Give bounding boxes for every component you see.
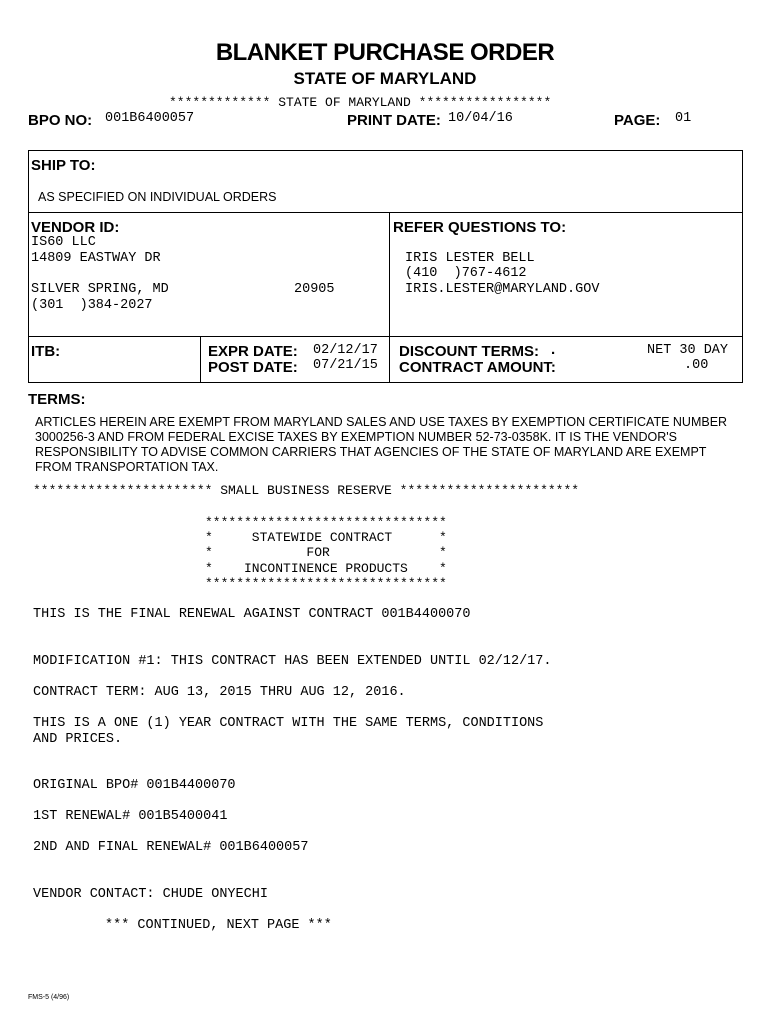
document-subtitle: STATE OF MARYLAND [293,69,477,88]
ship-to-divider [28,212,743,213]
vendor-contact: VENDOR CONTACT: CHUDE ONYECHI [33,887,268,902]
vendor-refer-divider [389,212,390,383]
page-label: PAGE: [614,112,661,129]
final-renewal-note: THIS IS THE FINAL RENEWAL AGAINST CONTRACT 001B4400070 [33,607,471,622]
discount-terms-dot: . [551,341,556,358]
statewide-box-line3: * INCONTINENCE PRODUCTS * [205,561,447,576]
discount-terms-label: DISCOUNT TERMS: [399,343,539,360]
vendor-divider [28,336,743,337]
vendor-city-state: SILVER SPRING, MD [31,282,169,297]
final-renewal-number: 2ND AND FINAL RENEWAL# 001B6400057 [33,840,309,855]
form-box [28,150,743,383]
page-value: 01 [675,111,692,126]
terms-text: ARTICLES HEREIN ARE EXEMPT FROM MARYLAND SALES AND USE TAXES BY EXEMPTION CERTIFICATE NUMBER 3000256-3 AND FROM FEDERAL EXCISE TAXES BY EXEMPTION NUMBER 52-73-0358K. IT IS THE VENDOR'S RESPONSIBILITY TO ADVISE COMMON CARRIERS THAT AGENCIES OF THE STATE OF MARYLAND ARE EXEMPT FROM TRANSPORTATION TAX. [35,415,728,474]
refer-name: IRIS LESTER BELL [405,251,535,266]
state-banner: ************* STATE OF MARYLAND ***************** [169,95,552,110]
print-date-value: 10/04/16 [448,111,513,126]
vendor-id-label: VENDOR ID: [31,219,120,236]
one-year-note-line1: THIS IS A ONE (1) YEAR CONTRACT WITH THE SAME TERMS, CONDITIONS [33,716,544,731]
one-year-note-line2: AND PRICES. [33,732,123,747]
original-bpo-number: ORIGINAL BPO# 001B4400070 [33,778,236,793]
ship-to-label: SHIP TO: [31,157,96,174]
discount-terms-value: NET 30 DAY [647,343,729,358]
print-date-label: PRINT DATE: [347,112,441,129]
first-renewal-number: 1ST RENEWAL# 001B5400041 [33,809,228,824]
terms-label: TERMS: [28,391,86,408]
itb-label: ITB: [31,343,61,360]
refer-phone: (410 )767-4612 [405,266,527,281]
itb-expr-divider [200,336,201,383]
statewide-box-bottom: ******************************* [205,576,447,591]
contract-amount-value: .00 [684,358,709,373]
statewide-box-top: ******************************* [205,515,447,530]
contract-term-note: CONTRACT TERM: AUG 13, 2015 THRU AUG 12, 2016. [33,685,406,700]
contract-amount-label: CONTRACT AMOUNT: [399,359,556,376]
statewide-box-line1: * STATEWIDE CONTRACT * [205,530,447,545]
vendor-street: 14809 EASTWAY DR [31,251,161,266]
vendor-zip: 20905 [294,282,335,297]
refer-questions-label: REFER QUESTIONS TO: [393,219,567,236]
small-business-reserve: *********************** SMALL BUSINESS RESERVE *********************** [33,483,580,498]
ship-to-value: AS SPECIFIED ON INDIVIDUAL ORDERS [38,190,277,204]
post-date-value: 07/21/15 [313,358,378,373]
expr-date-value: 02/12/17 [313,343,378,358]
continued-next-page: *** CONTINUED, NEXT PAGE *** [105,918,332,933]
refer-email: IRIS.LESTER@MARYLAND.GOV [405,282,600,297]
post-date-label: POST DATE: [208,359,298,376]
bpo-number-label: BPO NO: [28,112,93,129]
expr-date-label: EXPR DATE: [208,343,298,360]
form-id: FMS-5 (4/96) [28,994,70,1001]
vendor-phone: (301 )384-2027 [31,298,153,313]
document-title: BLANKET PURCHASE ORDER [215,39,555,66]
modification-note: MODIFICATION #1: THIS CONTRACT HAS BEEN EXTENDED UNTIL 02/12/17. [33,654,552,669]
bpo-number-value: 001B6400057 [105,111,195,126]
statewide-box-line2: * FOR * [205,545,447,560]
vendor-name: IS60 LLC [31,235,96,250]
